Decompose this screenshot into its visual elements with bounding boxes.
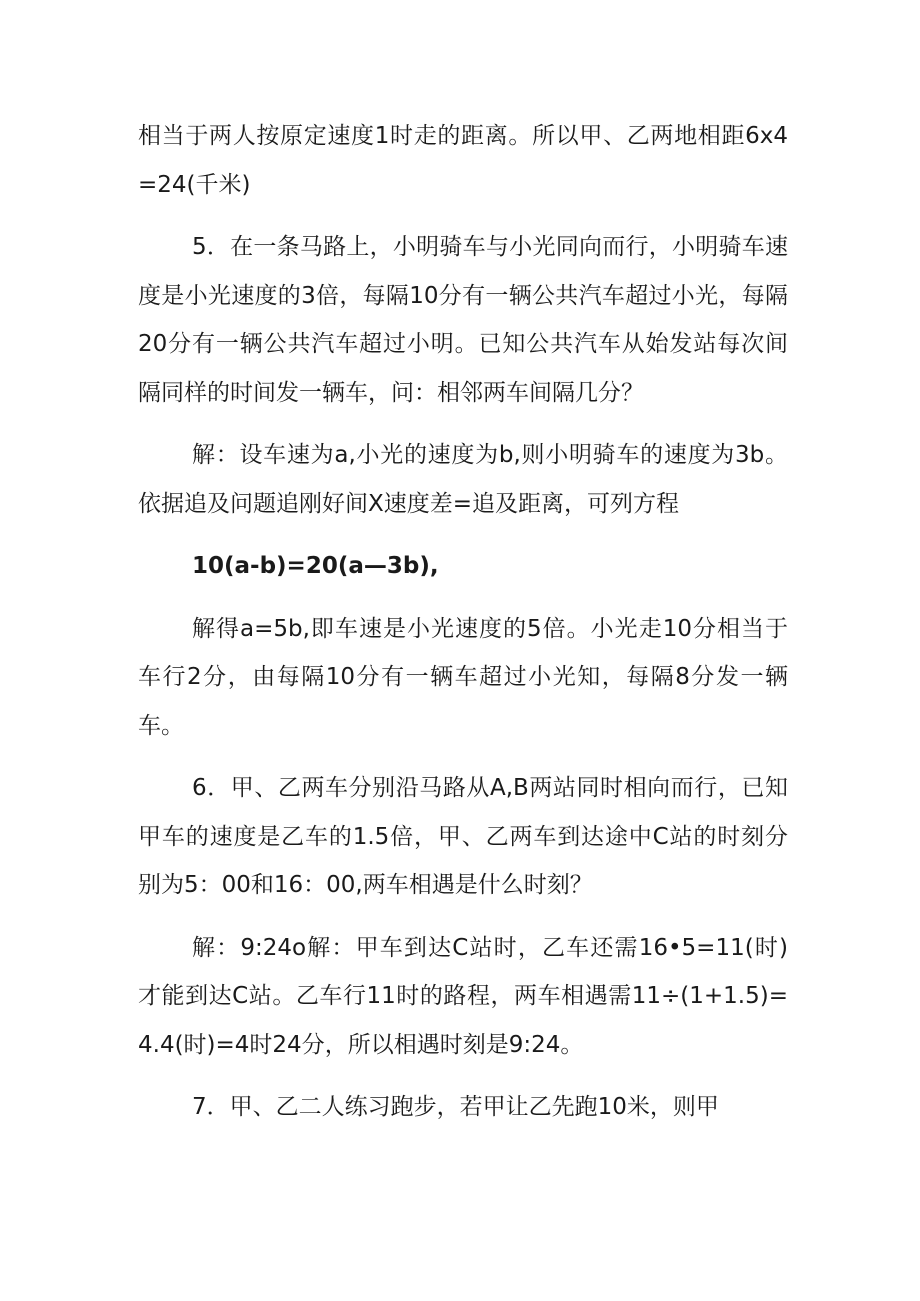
document-page bbox=[138, 112, 788, 1132]
paragraph-problem-7: 7．甲、乙二人练习跑步，若甲让乙先跑10米，则甲 bbox=[192, 1094, 719, 1120]
paragraph-equation: 10(a-b)=20(a—3b), bbox=[192, 553, 439, 579]
paragraph-solution-5-result: 解得a=5b,即车速是小光速度的5倍。小光走10分相当于车行2分，由每隔10分有一辆车超过小光知，每隔8分发一辆车。 bbox=[138, 615, 788, 739]
paragraph-solution-6: 解：9:24o解：甲车到达C站时，乙车还需16•5=11(时)才能到达C站。乙车行11时的路程，两车相遇需11÷(1+1.5)=4.4(时)=4时24分，所以相遇时刻是9:24。 bbox=[138, 934, 788, 1058]
paragraph-problem-5: 5．在一条马路上，小明骑车与小光同向而行，小明骑车速度是小光速度的3倍，每隔10分有一辆公共汽车超过小光，每隔20分有一辆公共汽车超过小明。已知公共汽车从始发站每次间隔同样的时间发一辆车，问：相邻两车间隔几分？ bbox=[138, 234, 788, 406]
paragraph-solution-5: 解：设车速为a,小光的速度为b,则小明骑车的速度为3b。依据追及问题追刚好间X速度差=追及距离，可列方程 bbox=[138, 442, 788, 517]
paragraph-problem-6: 6．甲、乙两车分别沿马路从A,B两站同时相向而行，已知甲车的速度是乙车的1.5倍，甲、乙两车到达途中C站的时刻分别为5：00和16：00,两车相遇是什么时刻？ bbox=[138, 775, 788, 898]
paragraph-distance-conclusion: 相当于两人按原定速度1时走的距离。所以甲、乙两地相距6x4=24(千米) bbox=[138, 123, 788, 198]
